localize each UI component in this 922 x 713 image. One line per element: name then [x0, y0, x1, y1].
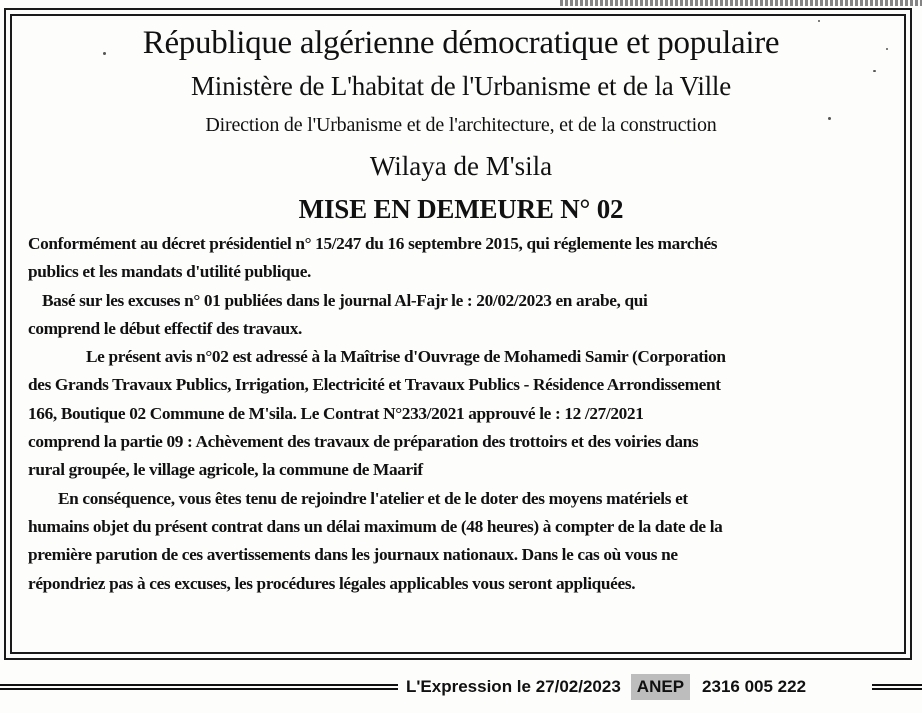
paragraph-line: 166, Boutique 02 Commune de M'sila. Le Contrat N°233/2021 approuvé le : 12 /27/2021 [28, 403, 644, 423]
notice-body [18, 230, 904, 598]
paragraph-line: rural groupée, le village agricole, la commune de Maarif [28, 460, 423, 480]
paragraph-line: première parution de ces avertissements dans les journaux nationaux. Dans le cas où vous ne [28, 545, 678, 565]
paragraph-decree [28, 230, 900, 287]
notice-content [18, 18, 904, 598]
direction-heading: Direction de l'Urbanisme et de l'architecture, et de la construction [205, 114, 717, 136]
footer-rule-right [872, 684, 922, 690]
ministry-heading: Ministère de L'habitat de l'Urbanisme et de la Ville [190, 71, 732, 101]
publication-footer [0, 672, 922, 712]
footer-rule-left [0, 684, 398, 690]
paragraph-line: Basé sur les excuses n° 01 publiées dans le journal Al-Fajr le : 20/02/2023 en arabe, qui [42, 290, 648, 310]
paragraph-line: comprend le début effectif des travaux. [28, 318, 303, 338]
paragraph-line: comprend la partie 09 : Achèvement des travaux de préparation des trottoirs et des voiries dans [28, 432, 699, 452]
paragraph-line: répondriez pas à ces excuses, les procédures légales applicables vous seront appliquées. [28, 573, 636, 593]
paragraph-line: En conséquence, vous êtes tenu de rejoindre l'atelier et de le doter des moyens matériels et [58, 488, 688, 508]
agency-badge: ANEP [631, 674, 690, 700]
wilaya-heading: Wilaya de M'sila [369, 151, 553, 181]
paragraph-contract [28, 343, 900, 484]
paragraph-consequence [28, 485, 900, 598]
footer-credit [406, 674, 806, 700]
paragraph-excuses [28, 287, 900, 344]
paragraph-line: Le présent avis n°02 est adressé à la Maîtrise d'Ouvrage de Mohamedi Samir (Corporation [86, 347, 726, 367]
reference-number: 2316 005 222 [702, 677, 807, 696]
publication-line: L'Expression le 27/02/2023 [406, 677, 621, 696]
scan-edge-strip [560, 0, 922, 6]
paragraph-line: publics et les mandats d'utilité publique. [28, 262, 311, 282]
republic-heading: République algérienne démocratique et populaire [142, 25, 780, 61]
notice-title: MISE EN DEMEURE N° 02 [298, 194, 624, 224]
paragraph-line: des Grands Travaux Publics, Irrigation, Electricité et Travaux Publics - Résidence Arrondissement [28, 375, 721, 395]
paragraph-line: Conformément au décret présidentiel n° 15/247 du 16 septembre 2015, qui réglemente les marchés [28, 234, 718, 253]
paragraph-line: humains objet du présent contrat dans un délai maximum de (48 heures) à compter de la date de la [28, 516, 723, 536]
